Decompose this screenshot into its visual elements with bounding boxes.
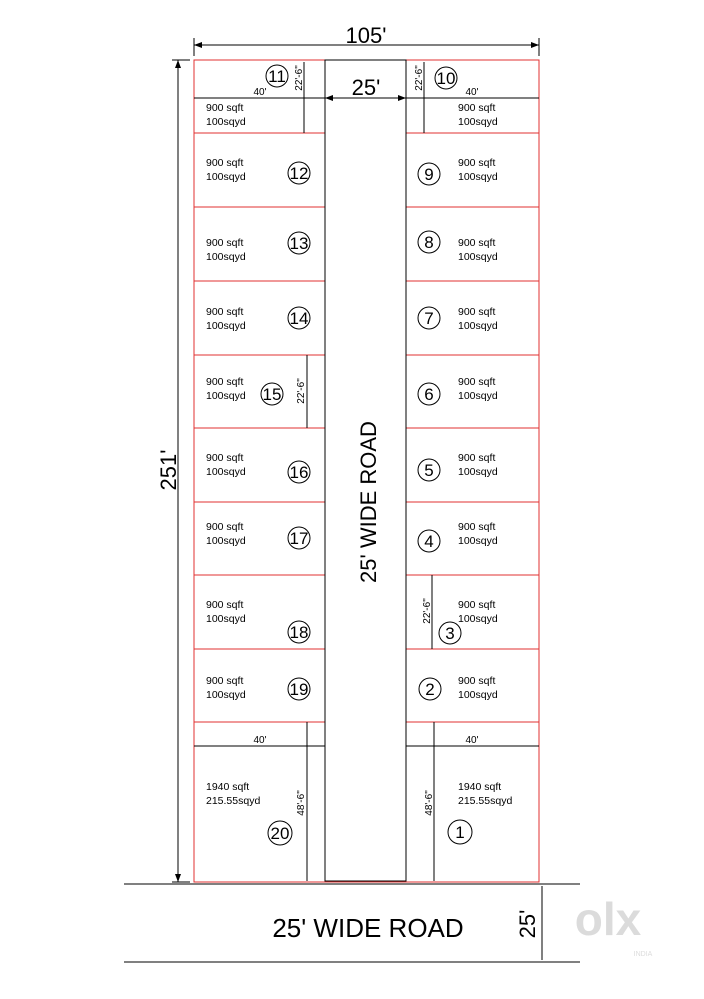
plot-area-sqft: 900 sqft xyxy=(206,306,244,318)
road-width-label: 25' xyxy=(351,75,381,100)
right-plot-separators xyxy=(406,98,539,746)
plot-area-sqft: 900 sqft xyxy=(458,675,496,687)
plot-area-sqft: 1940 sqft xyxy=(458,781,502,793)
plot-10-depth: 22'-6" xyxy=(414,65,425,91)
plot-number: 19 xyxy=(289,680,309,699)
plot-17 xyxy=(206,521,310,549)
plot-number: 11 xyxy=(268,67,286,86)
plot-number: 16 xyxy=(289,463,309,482)
plot-number: 5 xyxy=(424,461,434,480)
plot-area-sqft: 900 sqft xyxy=(206,376,244,388)
plot-20-depth: 48'-6" xyxy=(296,790,307,816)
plot-area-sqyd: 100sqyd xyxy=(206,251,246,263)
plot-number: 3 xyxy=(445,624,455,643)
plot-area-sqft: 900 sqft xyxy=(206,102,244,114)
plot-number: 6 xyxy=(424,385,434,404)
plot-8 xyxy=(418,231,498,263)
plot-area-sqyd: 100sqyd xyxy=(206,466,246,478)
plot-area-sqft: 900 sqft xyxy=(458,157,496,169)
internal-road xyxy=(325,60,406,881)
watermark-brand: olx xyxy=(574,893,642,945)
plot-6 xyxy=(418,376,498,405)
plot-7 xyxy=(418,306,498,332)
plot-area-sqyd: 215.55sqyd xyxy=(206,795,261,807)
plot-13 xyxy=(206,232,310,263)
plot-area-sqyd: 100sqyd xyxy=(206,535,246,547)
plot-1-depth: 48'-6" xyxy=(424,790,435,816)
plot-4 xyxy=(418,521,498,552)
plot-area-sqft: 900 sqft xyxy=(206,157,244,169)
plot-number: 15 xyxy=(262,385,282,404)
plot-area-sqft: 900 sqft xyxy=(458,521,496,533)
plot-area-sqyd: 100sqyd xyxy=(458,613,498,625)
plot-5 xyxy=(418,452,498,481)
internal-road-label: 25' WIDE ROAD xyxy=(356,421,381,583)
plot-number: 9 xyxy=(424,165,434,184)
main-road-width-label: 25' xyxy=(515,909,540,939)
plot-area-sqyd: 100sqyd xyxy=(458,116,498,128)
plot-12 xyxy=(206,157,310,184)
plot-area-sqyd: 215.55sqyd xyxy=(458,795,513,807)
plot-19 xyxy=(206,675,310,701)
plot-area-sqyd: 100sqyd xyxy=(458,689,498,701)
overall-width-dimension xyxy=(194,23,539,56)
plot-number: 1 xyxy=(455,823,465,842)
plot-1 xyxy=(448,781,512,844)
plot-number: 2 xyxy=(425,680,435,699)
watermark-sub: INDIA xyxy=(633,951,653,958)
plot-11-width: 40' xyxy=(253,87,267,98)
plot-area-sqft: 900 sqft xyxy=(458,102,496,114)
plot-area-sqft: 900 sqft xyxy=(206,675,244,687)
plot-area-sqft: 900 sqft xyxy=(206,452,244,464)
plot-area-sqyd: 100sqyd xyxy=(206,116,246,128)
plot-area-sqft: 900 sqft xyxy=(458,599,496,611)
main-road-label: 25' WIDE ROAD xyxy=(272,913,464,943)
plot-16 xyxy=(206,452,310,483)
plot-area-sqft: 900 sqft xyxy=(458,306,496,318)
plot-area-sqft: 900 sqft xyxy=(206,237,244,249)
plot-area-sqyd: 100sqyd xyxy=(458,320,498,332)
plot-area-sqyd: 100sqyd xyxy=(206,613,246,625)
plot-area-sqyd: 100sqyd xyxy=(458,535,498,547)
plot-number: 7 xyxy=(424,309,434,328)
plot-9 xyxy=(418,157,498,185)
plot-area-sqft: 900 sqft xyxy=(206,599,244,611)
plot-2 xyxy=(419,675,498,701)
left-plots xyxy=(206,65,310,845)
plot-number: 20 xyxy=(270,824,290,843)
plot-area-sqyd: 100sqyd xyxy=(206,390,246,402)
plot-number: 14 xyxy=(289,309,309,328)
plot-3 xyxy=(439,599,498,644)
olx-watermark-logo xyxy=(575,893,653,958)
plot-area-sqyd: 100sqyd xyxy=(458,390,498,402)
plot-area-sqft: 900 sqft xyxy=(458,237,496,249)
overall-length-label: 251' xyxy=(156,449,181,491)
main-road xyxy=(124,884,580,962)
plot-area-sqyd: 100sqyd xyxy=(458,251,498,263)
plot-area-sqft: 900 sqft xyxy=(458,376,496,388)
plot-number: 18 xyxy=(289,623,309,642)
plot-15-depth: 22'-6" xyxy=(296,378,307,404)
plot-area-sqyd: 100sqyd xyxy=(206,689,246,701)
plot-20 xyxy=(206,781,292,845)
plot-11 xyxy=(206,65,288,128)
plot-area-sqft: 900 sqft xyxy=(458,452,496,464)
plot-14 xyxy=(206,306,310,332)
plot-15 xyxy=(206,376,283,405)
plot-11-depth: 22'-6" xyxy=(294,65,305,91)
plot-area-sqyd: 100sqyd xyxy=(458,171,498,183)
plot-number: 12 xyxy=(289,164,309,183)
plot-area-sqyd: 100sqyd xyxy=(206,171,246,183)
plot-area-sqft: 900 sqft xyxy=(206,521,244,533)
overall-width-label: 105' xyxy=(345,23,387,48)
overall-length-dimension xyxy=(156,60,190,882)
plot-3-depth: 22'-6" xyxy=(422,598,433,624)
plot-area-sqyd: 100sqyd xyxy=(206,320,246,332)
plot-area-sqyd: 100sqyd xyxy=(458,466,498,478)
plot-number: 13 xyxy=(289,234,309,253)
plot-20-width: 40' xyxy=(253,735,267,746)
plot-number: 8 xyxy=(424,233,434,252)
left-plot-separators xyxy=(194,98,325,746)
right-plots xyxy=(418,67,512,844)
plot-area-sqft: 1940 sqft xyxy=(206,781,250,793)
plot-10-width: 40' xyxy=(465,87,479,98)
plot-1-width: 40' xyxy=(465,735,479,746)
plot-number: 17 xyxy=(289,529,309,548)
plot-18 xyxy=(206,599,310,643)
plot-number: 10 xyxy=(436,69,456,88)
plot-number: 4 xyxy=(424,532,434,551)
